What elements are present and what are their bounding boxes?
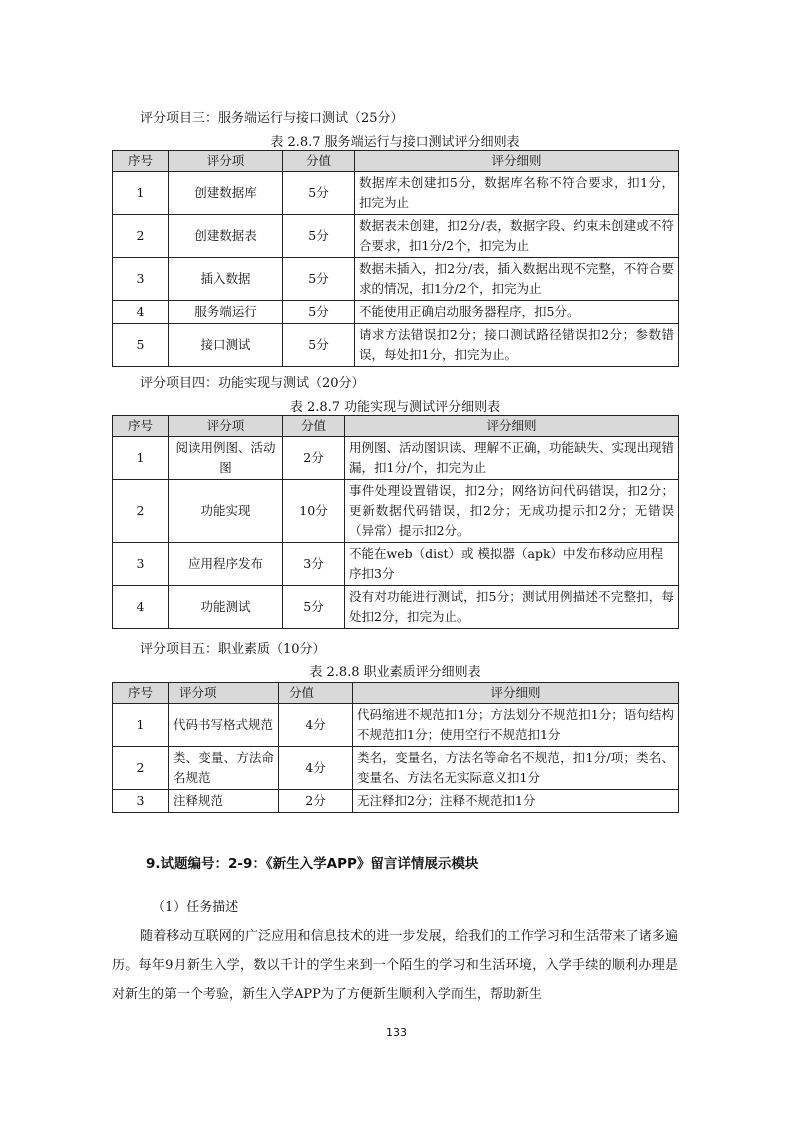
row-detail: 没有对功能进行测试，扣5分；测试用例描述不完整扣，每处扣2分，扣完为止。: [345, 586, 679, 629]
row-score: 2分: [283, 437, 345, 480]
task-description-paragraph: 随着移动互联网的广泛应用和信息技术的进一步发展，给我们的工作学习和生活带来了诸多遍历。每年9月新生入学，数以千计的学生来到一个陌生的学习和生活环境，入学手续的顺利办理是对新生的第一个考验，新生入学APP为了方便新生顺利入学而生，帮助新生: [112, 929, 678, 1002]
table3-header-detail: 评分细则: [353, 683, 679, 704]
row-detail: 代码缩进不规范扣1分；方法划分不规范扣1分；语句结构不规范扣1分；使用空行不规范扣1分: [353, 704, 679, 747]
table-row: [113, 586, 679, 629]
row-no: 2: [113, 215, 169, 258]
table-row: [113, 258, 679, 301]
row-no: 5: [113, 324, 169, 367]
row-no: 1: [113, 437, 169, 480]
row-item: 注释规范: [169, 790, 279, 813]
table3-header-row: [113, 683, 679, 704]
row-item: 创建数据表: [169, 215, 283, 258]
row-item: 功能测试: [169, 586, 283, 629]
section3-label: 评分项目三：服务端运行与接口测试（25分）: [140, 111, 404, 126]
table-row: [113, 324, 679, 367]
section4-label: 评分项目四：功能实现与测试（20分）: [140, 376, 365, 391]
row-no: 3: [113, 790, 169, 813]
table3: [112, 682, 679, 813]
table1-header-no: 序号: [113, 151, 169, 172]
row-no: 2: [113, 480, 169, 543]
row-item: 功能实现: [169, 480, 283, 543]
table-row: [113, 172, 679, 215]
table3-header-no: 序号: [113, 683, 169, 704]
row-score: 4分: [279, 704, 353, 747]
table-row: [113, 543, 679, 586]
table3-header-item: 评分项: [169, 683, 279, 704]
row-detail: 数据库未创建扣5分，数据库名称不符合要求，扣1分，扣完为止: [355, 172, 679, 215]
table3-header-score: 分值: [279, 683, 353, 704]
table2: [112, 415, 679, 629]
row-score: 3分: [283, 543, 345, 586]
row-score: 2分: [279, 790, 353, 813]
row-detail: 数据未插入，扣2分/表，插入数据出现不完整，不符合要求的情况，扣1分/2个，扣完为止: [355, 258, 679, 301]
row-score: 4分: [279, 747, 353, 790]
table1-caption: 表 2.8.7 服务端运行与接口测试评分细则表: [270, 135, 520, 150]
page-number: 133: [386, 1026, 407, 1039]
row-no: 4: [113, 301, 169, 324]
row-no: 1: [113, 172, 169, 215]
table-row: [113, 215, 679, 258]
table1: [112, 150, 679, 367]
table1-header-row: [113, 151, 679, 172]
row-score: 5分: [283, 586, 345, 629]
table-row: [113, 301, 679, 324]
row-detail: 不能在web（dist）或 模拟器（apk）中发布移动应用程序扣3分: [345, 543, 679, 586]
row-no: 2: [113, 747, 169, 790]
row-detail: 请求方法错误扣2分；接口测试路径错误扣2分；参数错误，每处扣1分，扣完为止。: [355, 324, 679, 367]
row-detail: 数据表未创建，扣2分/表，数据字段、约束未创建或不符合要求，扣1分/2个，扣完为止: [355, 215, 679, 258]
table2-header-item: 评分项: [169, 416, 283, 437]
row-item: 服务端运行: [169, 301, 283, 324]
row-score: 5分: [283, 172, 355, 215]
section5-label: 评分项目五：职业素质（10分）: [140, 642, 326, 657]
row-score: 5分: [283, 301, 355, 324]
table3-caption: 表 2.8.8 职业素质评分细则表: [309, 665, 481, 680]
table1-header-item: 评分项: [169, 151, 283, 172]
task-description-heading: （1）任务描述: [152, 900, 239, 915]
table2-header-no: 序号: [113, 416, 169, 437]
table-row: [113, 747, 679, 790]
table2-header-row: [113, 416, 679, 437]
table-row: [113, 437, 679, 480]
row-item: 创建数据库: [169, 172, 283, 215]
row-no: 4: [113, 586, 169, 629]
row-score: 5分: [283, 324, 355, 367]
table-row: [113, 790, 679, 813]
table2-header-score: 分值: [283, 416, 345, 437]
table2-caption: 表 2.8.7 功能实现与测试评分细则表: [289, 400, 501, 415]
row-item: 插入数据: [169, 258, 283, 301]
row-detail: 事件处理设置错误，扣2分；网络访问代码错误，扣2分；更新数据代码错误，扣2分；无成功提示扣2分；无错误（异常）提示扣2分。: [345, 480, 679, 543]
table-row: [113, 704, 679, 747]
question-heading: 9.试题编号：2-9：《新生入学APP》留言详情展示模块: [146, 856, 479, 872]
table1-header-detail: 评分细则: [355, 151, 679, 172]
row-score: 5分: [283, 258, 355, 301]
table2-header-detail: 评分细则: [345, 416, 679, 437]
row-detail: 类名，变量名，方法名等命名不规范，扣1分/项；类名、变量名、方法名无实际意义扣1分: [353, 747, 679, 790]
table-row: [113, 480, 679, 543]
row-detail: 无注释扣2分；注释不规范扣1分: [353, 790, 679, 813]
row-no: 1: [113, 704, 169, 747]
row-no: 3: [113, 543, 169, 586]
table1-header-score: 分值: [283, 151, 355, 172]
row-item: 阅读用例图、活动图: [169, 437, 283, 480]
row-item: 接口测试: [169, 324, 283, 367]
row-item: 类、变量、方法命名规范: [169, 747, 279, 790]
row-score: 10分: [283, 480, 345, 543]
row-item: 应用程序发布: [169, 543, 283, 586]
row-detail: 不能使用正确启动服务器程序，扣5分。: [355, 301, 679, 324]
row-score: 5分: [283, 215, 355, 258]
row-detail: 用例图、活动图识读、理解不正确，功能缺失、实现出现错漏，扣1分/个，扣完为止: [345, 437, 679, 480]
row-no: 3: [113, 258, 169, 301]
row-item: 代码书写格式规范: [169, 704, 279, 747]
